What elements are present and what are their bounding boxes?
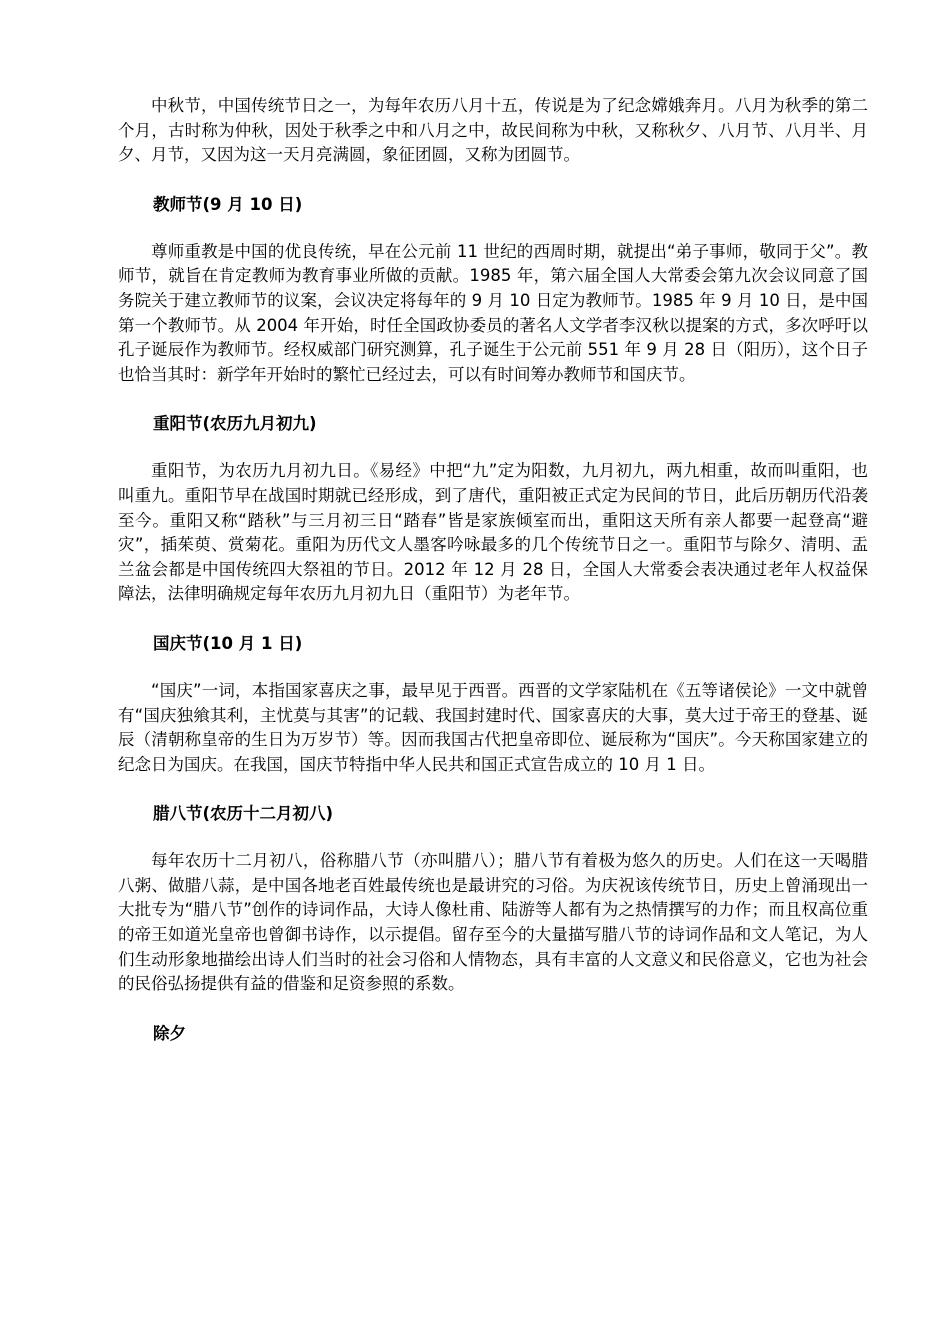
document-body bbox=[118, 94, 868, 1046]
national-day-paragraph: “国庆”一词，本指国家喜庆之事，最早见于西晋。西晋的文学家陆机在《五等诸侯论》一文中就曾有“国庆独飨其利，主忧莫与其害”的记载、我国封建时代、国家喜庆的大事，莫大过于帝王的登基、诞辰（清朝称皇帝的生日为万岁节）等。因而我国古代把皇帝即位、诞辰称为“国庆”。今天称国家建立的纪念日为国庆。在我国，国庆节特指中华人民共和国正式宣告成立的 10 月 1 日。 bbox=[118, 680, 868, 774]
double-ninth-heading: 重阳节(农历九月初九) bbox=[153, 414, 317, 434]
laba-paragraph: 每年农历十二月初八，俗称腊八节（亦叫腊八）；腊八节有着极为悠久的历史。人们在这一天喝腊八粥、做腊八蒜，是中国各地老百姓最传统也是最讲究的习俗。为庆祝该传统节日，历史上曾涌现出一大批专为“腊八节”创作的诗词作品，大诗人像杜甫、陆游等人都有为之热情撰写的力作；而且权高位重的帝王如道光皇帝也曾御书诗作，以示提倡。留存至今的大量描写腊八节的诗词作品和文人笔记，为人们生动形象地描绘出诗人们当时的社会习俗和人情物态，具有丰富的人文意义和民俗意义，它也为社会的民俗弘扬提供有益的借鉴和足资参照的系数。 bbox=[118, 851, 868, 994]
new-years-eve-heading: 除夕 bbox=[153, 1023, 186, 1043]
mid-autumn-paragraph: 中秋节，中国传统节日之一，为每年农历八月十五，传说是为了纪念嫦娥奔月。八月为秋季的第二个月，古时称为仲秋，因处于秋季之中和八月之中，故民间称为中秋，又称秋夕、八月节、八月半、月夕、月节，又因为这一天月亮满圆，象征团圆，又称为团圆节。 bbox=[118, 96, 868, 165]
teachers-day-paragraph: 尊师重教是中国的优良传统，早在公元前 11 世纪的西周时期，就提出“弟子事师，敬同于父”。教师节，就旨在肯定教师为教育事业所做的贡献。1985 年，第六届全国人大常委会第九次会议同意了国务院关于建立教师节的议案，会议决定将每年的 9 月 10 日定为教师节。1985 年 9 月 10 日，是中国第一个教师节。从 2004 年开始，时任全国政协委员的著名人文学者李汉秋以提案的方式，多次呼吁以孔子诞辰作为教师节。经权威部门研究测算，孔子诞生于公元前 551 年 9 月 28 日（阳历），这个日子也恰当其时：新学年开始时的繁忙已经过去，可以有时间筹办教师节和国庆节。 bbox=[118, 241, 868, 384]
national-day-heading: 国庆节(10 月 1 日) bbox=[153, 633, 303, 653]
laba-heading: 腊八节(农历十二月初八) bbox=[153, 804, 334, 824]
double-ninth-paragraph: 重阳节，为农历九月初九日。《易经》中把“九”定为阳数，九月初九，两九相重，故而叫重阳，也叫重九。重阳节早在战国时期就已经形成，到了唐代，重阳被正式定为民间的节日，此后历朝历代沿袭至今。重阳又称“踏秋”与三月初三日“踏春”皆是家族倾室而出，重阳这天所有亲人都要一起登高“避灾”，插茱萸、赏菊花。重阳为历代文人墨客吟咏最多的几个传统节日之一。重阳节与除夕、清明、盂兰盆会都是中国传统四大祭祖的节日。2012 年 12 月 28 日，全国人大常委会表决通过老年人权益保障法，法律明确规定每年农历九月初九日（重阳节）为老年节。 bbox=[118, 461, 868, 604]
teachers-day-heading: 教师节(9 月 10 日) bbox=[153, 194, 303, 214]
